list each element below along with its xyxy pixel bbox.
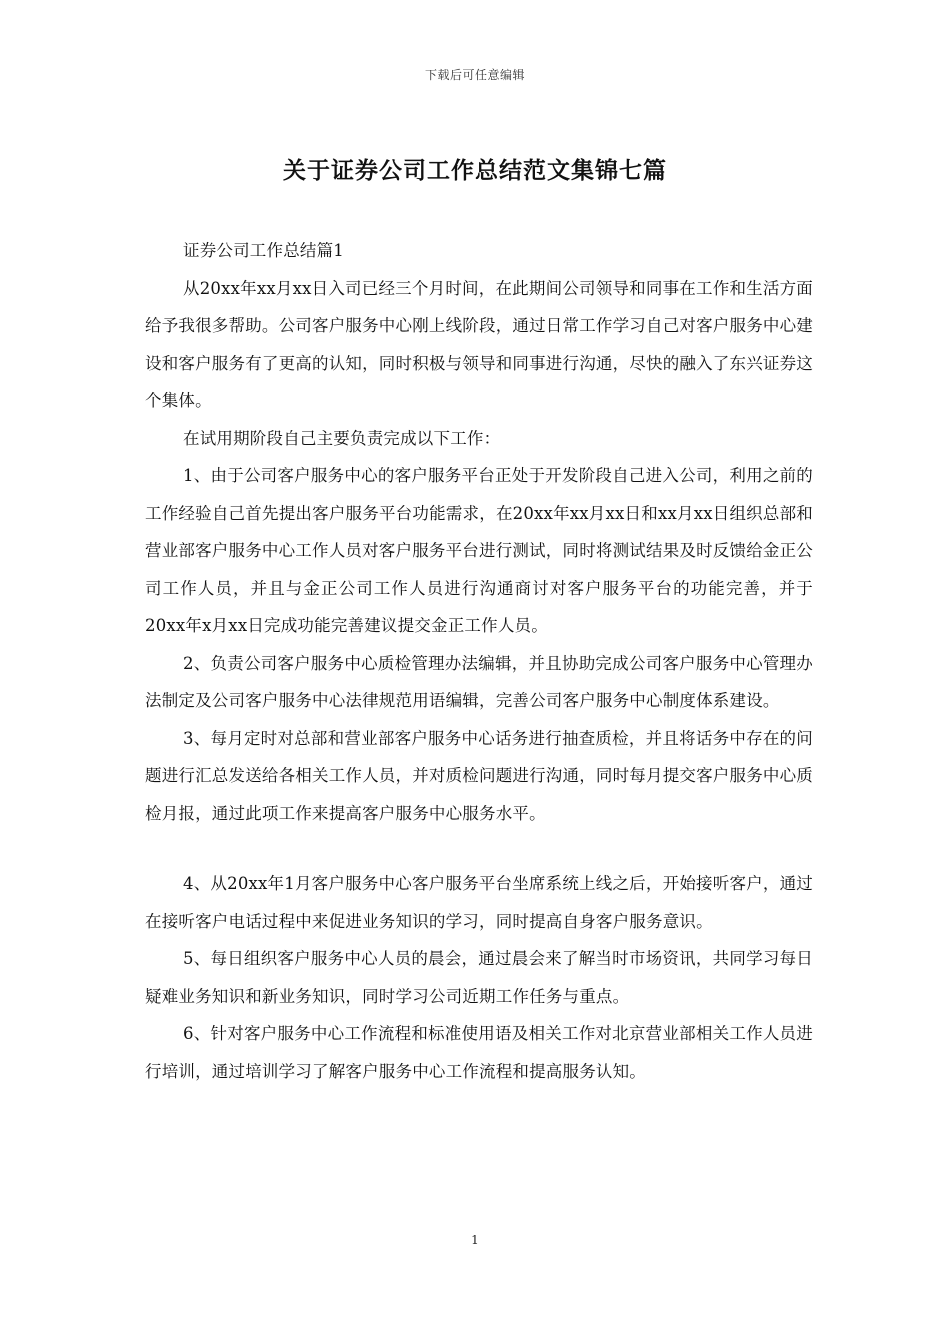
paragraph-gap [145,832,813,865]
header-note: 下载后可任意编辑 [424,68,525,82]
paragraph-item-6: 6、针对客户服务中心工作流程和标准使用语及相关工作对北京营业部相关工作人员进行培训，通过培训学习了解客户服务中心工作流程和提高服务认知。 [145,1024,813,1081]
paragraph-work-list-heading: 在试用期阶段自己主要负责完成以下工作： [183,428,501,448]
page-number: 1 [471,1233,479,1247]
paragraph-item-2: 2、负责公司客户服务中心质检管理办法编辑，并且协助完成公司客户服务中心管理办法制定及公司客户服务中心法律规范用语编辑，完善公司客户服务中心制度体系建设。 [145,653,813,710]
paragraph-item-3: 3、每月定时对总部和营业部客户服务中心话务进行抽查质检，并且将话务中存在的问题进行汇总发送给各相关工作人员，并对质检问题进行沟通，同时每月提交客户服务中心质检月报，通过此项工作来提高客户服务中心服务水平。 [145,728,813,823]
document-body [145,232,813,1090]
document-title: 关于证券公司工作总结范文集锦七篇 [283,157,667,184]
section-heading: 证券公司工作总结篇1 [183,241,344,260]
paragraph-intro: 从20xx年xx月xx日入司已经三个月时间，在此期间公司领导和同事在工作和生活方面给予我很多帮助。公司客户服务中心刚上线阶段，通过日常工作学习自己对客户服务中心建设和客户服务有了更高的认知，同时积极与领导和同事进行沟通，尽快的融入了东兴证券这个集体。 [145,278,813,410]
paragraph-item-1: 1、由于公司客户服务中心的客户服务平台正处于开发阶段自己进入公司，利用之前的工作经验自己首先提出客户服务平台功能需求，在20xx年xx月xx日和xx月xx日组织总部和营业部客户服务中心工作人员对客户服务平台进行测试，同时将测试结果及时反馈给金正公司工作人员，并且与金正公司工作人员进行沟通商讨对客户服务平台的功能完善，并于20xx年x月xx日完成功能完善建议提交金正工作人员。 [145,466,813,635]
paragraph-item-5: 5、每日组织客户服务中心人员的晨会，通过晨会来了解当时市场资讯，共同学习每日疑难业务知识和新业务知识，同时学习公司近期工作任务与重点。 [145,949,813,1006]
paragraph-item-4: 4、从20xx年1月客户服务中心客户服务平台坐席系统上线之后，开始接听客户，通过在接听客户电话过程中来促进业务知识的学习，同时提高自身客户服务意识。 [145,874,813,931]
